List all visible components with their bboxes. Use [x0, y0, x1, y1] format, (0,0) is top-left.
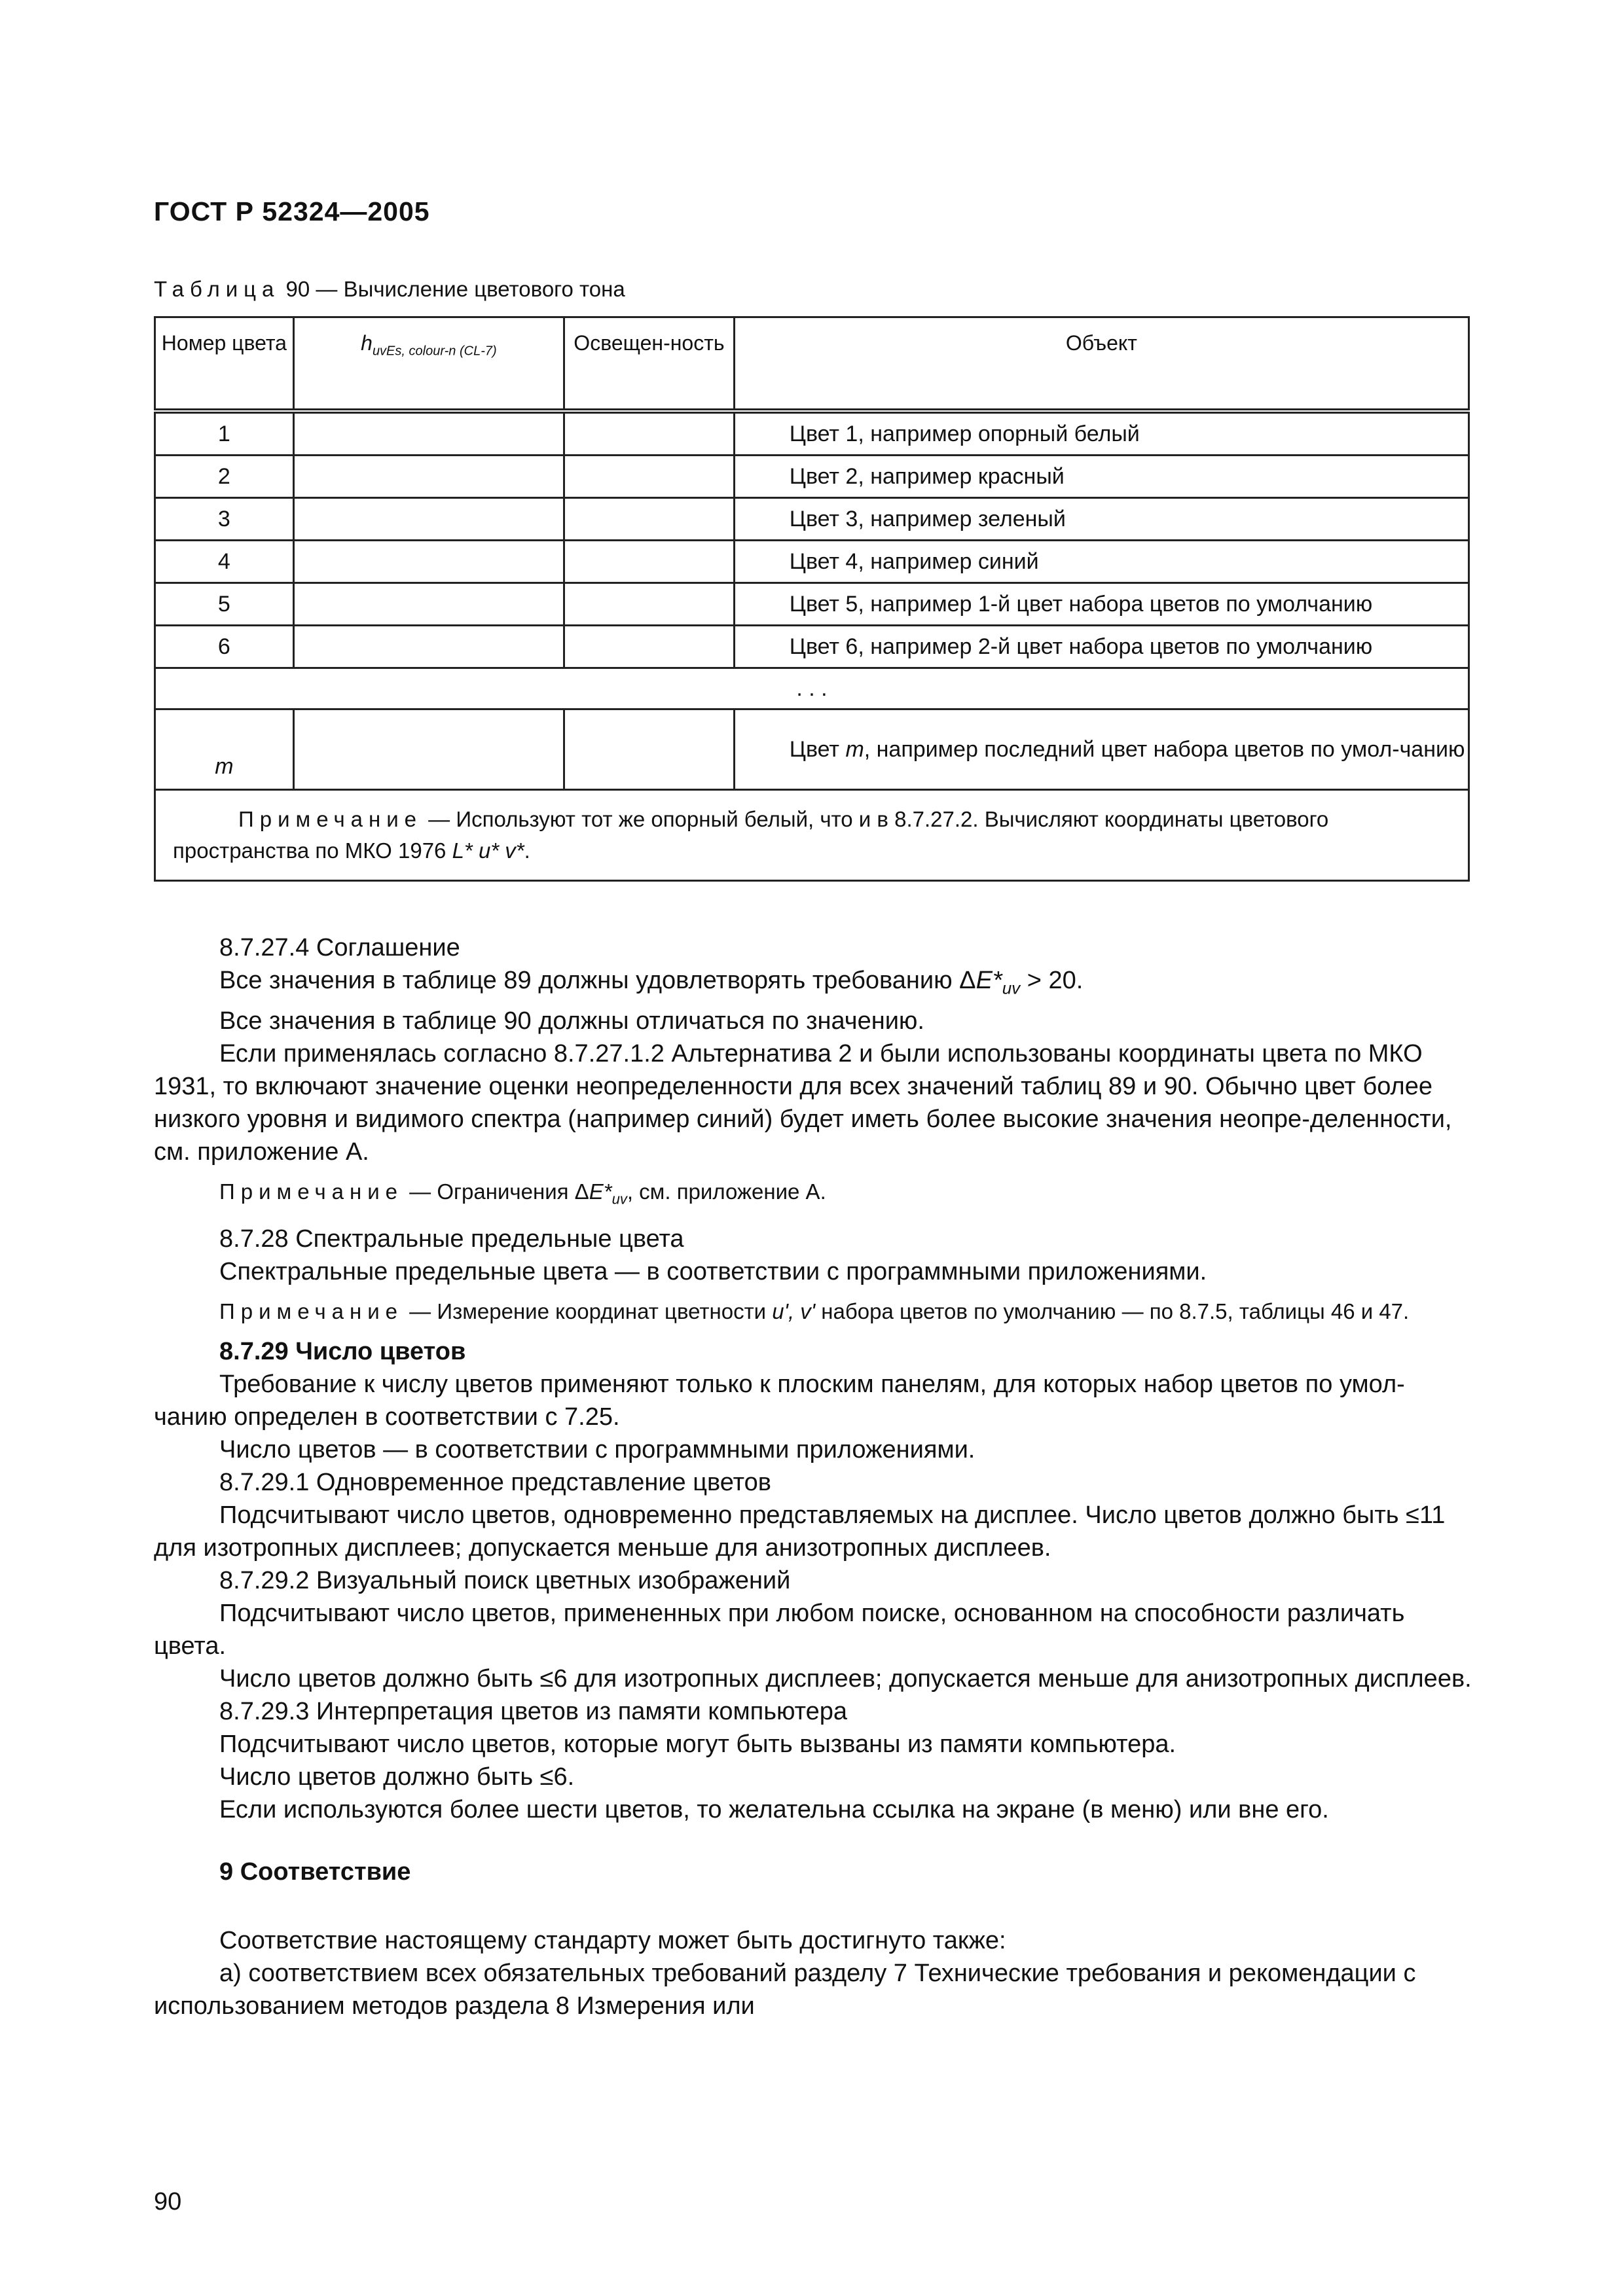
- note-prefix: Примечание: [219, 1179, 404, 1204]
- table-row-last: [155, 709, 1469, 790]
- cell-object-text-end: , например последний цвет набора цветов по умол-чанию: [864, 737, 1465, 762]
- paragraph: Все значения в таблице 90 должны отличаться по значению.: [219, 1007, 924, 1035]
- cell-object: Цвет 3, например зеленый: [734, 498, 1468, 541]
- cell-number: 5: [155, 583, 294, 626]
- cell-object: [734, 709, 1468, 790]
- cell-number: 2: [155, 456, 294, 498]
- paragraph: Если применялась согласно 8.7.27.1.2 Альтернатива 2 и были использованы координаты цвета по МКО 1931, то включают значение оценки неопределенности для всех значений таблиц 89 и 90. Обычно цвет более низкого уровня и видимого спектра (например синий) будет иметь более высокие значения неопре-деленности, см. приложение А.: [154, 1039, 1452, 1166]
- table-row: [155, 456, 1469, 498]
- section-heading-8-7-29-3: 8.7.29.3 Интерпретация цветов из памяти компьютера: [219, 1698, 848, 1726]
- ellipsis-cell: . . .: [155, 668, 1469, 709]
- cell-object-text: Цвет: [789, 737, 846, 762]
- body-text: [154, 931, 1472, 2022]
- table-note-coords: L* u* v*: [452, 838, 524, 863]
- cell-number: m: [155, 709, 294, 790]
- cell-object: Цвет 1, например опорный белый: [734, 411, 1468, 456]
- cell-hue: [293, 626, 564, 668]
- section-heading-8-7-29: 8.7.29 Число цветов: [219, 1338, 466, 1366]
- cell-hue: [293, 583, 564, 626]
- table-note-text: — Используют тот же опорный белый, что и в 8.7.27.2. Вычисляют координаты цветового пространства по МКО 1976: [173, 807, 1329, 863]
- paragraph: [154, 964, 1472, 1005]
- note-text-end: , см. приложение А.: [627, 1179, 826, 1204]
- table-note-end: .: [524, 838, 530, 863]
- cell-hue: [293, 411, 564, 456]
- table-caption: [154, 277, 625, 302]
- section-heading-8-7-27-4: 8.7.27.4 Соглашение: [219, 934, 460, 961]
- note-text-end: набора цветов по умолчанию — по 8.7.5, таблицы 46 и 47.: [815, 1299, 1410, 1324]
- section-heading-9: 9 Соответствие: [219, 1858, 411, 1886]
- header-hue-subscript: uvEs, colour-n (CL-7): [372, 344, 497, 359]
- table-row: [155, 411, 1469, 456]
- table-row: [155, 541, 1469, 583]
- section-heading-8-7-28: 8.7.28 Спектральные предельные цвета: [219, 1225, 684, 1253]
- paragraph: Число цветов должно быть ≤6.: [219, 1763, 575, 1791]
- standard-header: ГОСТ Р 52324—2005: [154, 196, 430, 226]
- paragraph: Требование к числу цветов применяют только к плоским панелям, для которых набор цветов по умол-чанию определен в соответствии с 7.25.: [154, 1371, 1405, 1431]
- cell-number: 1: [155, 411, 294, 456]
- note-text: — Измерение координат цветности: [403, 1299, 773, 1324]
- paragraph: Спектральные предельные цвета — в соответствии с программными приложениями.: [219, 1258, 1207, 1286]
- note-prefix: Примечание: [219, 1299, 404, 1324]
- table-ellipsis-row: [155, 668, 1469, 709]
- color-hue-table: [154, 316, 1470, 882]
- paragraph: Подсчитывают число цветов, примененных при любом поиске, основанном на способности различать цвета.: [154, 1600, 1405, 1660]
- cell-illuminance: [564, 626, 735, 668]
- note: [154, 1176, 1472, 1215]
- paragraph: Число цветов — в соответствии с программными приложениями.: [219, 1436, 976, 1464]
- delta-e-symbol: E*: [589, 1179, 612, 1204]
- cell-number: 3: [155, 498, 294, 541]
- cell-object: Цвет 6, например 2-й цвет набора цветов по умолчанию: [734, 626, 1468, 668]
- table-row: [155, 583, 1469, 626]
- table-row: [155, 498, 1469, 541]
- note-text: — Ограничения Δ: [403, 1179, 589, 1204]
- note: [154, 1296, 1472, 1327]
- table-header-row: [155, 317, 1469, 412]
- header-color-number: Номер цвета: [155, 317, 294, 412]
- section-heading-8-7-29-2: 8.7.29.2 Визуальный поиск цветных изображений: [219, 1567, 791, 1595]
- section-heading-8-7-29-1: 8.7.29.1 Одновременное представление цветов: [219, 1469, 771, 1497]
- cell-illuminance: [564, 498, 735, 541]
- cell-illuminance: [564, 583, 735, 626]
- cell-illuminance: [564, 456, 735, 498]
- delta-e-subscript: uv: [611, 1191, 627, 1208]
- cell-number: 4: [155, 541, 294, 583]
- table-note: [155, 790, 1469, 881]
- delta-e-subscript: uv: [1002, 978, 1021, 998]
- cell-hue: [293, 709, 564, 790]
- paragraph: а) соответствием всех обязательных требований разделу 7 Технические требования и рекомендации с использованием методов раздела 8 Измерения или: [154, 1960, 1416, 2020]
- table-row: [155, 626, 1469, 668]
- paragraph: Подсчитывают число цветов, которые могут быть вызваны из памяти компьютера.: [219, 1731, 1176, 1759]
- cell-illuminance: [564, 411, 735, 456]
- cell-object: Цвет 5, например 1-й цвет набора цветов по умолчанию: [734, 583, 1468, 626]
- header-illuminance: Освещен-ность: [564, 317, 735, 412]
- table-caption-title: 90 — Вычисление цветового тона: [280, 277, 625, 301]
- cell-illuminance: [564, 709, 735, 790]
- header-hue: [293, 317, 564, 412]
- paragraph-text: Все значения в таблице 89 должны удовлетворять требованию Δ: [219, 967, 976, 994]
- table-note-prefix: Примечание: [238, 807, 423, 831]
- table-caption-prefix: Таблица: [154, 277, 280, 301]
- cell-hue: [293, 456, 564, 498]
- delta-e-symbol: E*: [976, 967, 1002, 994]
- cell-object: Цвет 4, например синий: [734, 541, 1468, 583]
- header-hue-symbol: h: [361, 331, 373, 355]
- header-object: Объект: [734, 317, 1468, 412]
- paragraph: Число цветов должно быть ≤6 для изотропных дисплеев; допускается меньше для анизотропных дисплеев.: [219, 1665, 1472, 1693]
- paragraph: Если используются более шести цветов, то желательна ссылка на экране (в меню) или вне его.: [219, 1796, 1329, 1824]
- cell-illuminance: [564, 541, 735, 583]
- paragraph-text-end: > 20.: [1020, 967, 1084, 994]
- cell-hue: [293, 541, 564, 583]
- note-uv-symbols: u', v': [772, 1299, 816, 1324]
- cell-hue: [293, 498, 564, 541]
- cell-object-variable: m: [845, 737, 864, 762]
- page-number: 90: [154, 2188, 182, 2215]
- cell-number: 6: [155, 626, 294, 668]
- cell-object: Цвет 2, например красный: [734, 456, 1468, 498]
- table-note-row: [155, 790, 1469, 881]
- paragraph: Подсчитывают число цветов, одновременно представляемых на дисплее. Число цветов должно быть ≤11 для изотропных дисплеев; допускается меньше для анизотропных дисплеев.: [154, 1501, 1446, 1562]
- paragraph: Соответствие настоящему стандарту может быть достигнуто также:: [219, 1927, 1006, 1955]
